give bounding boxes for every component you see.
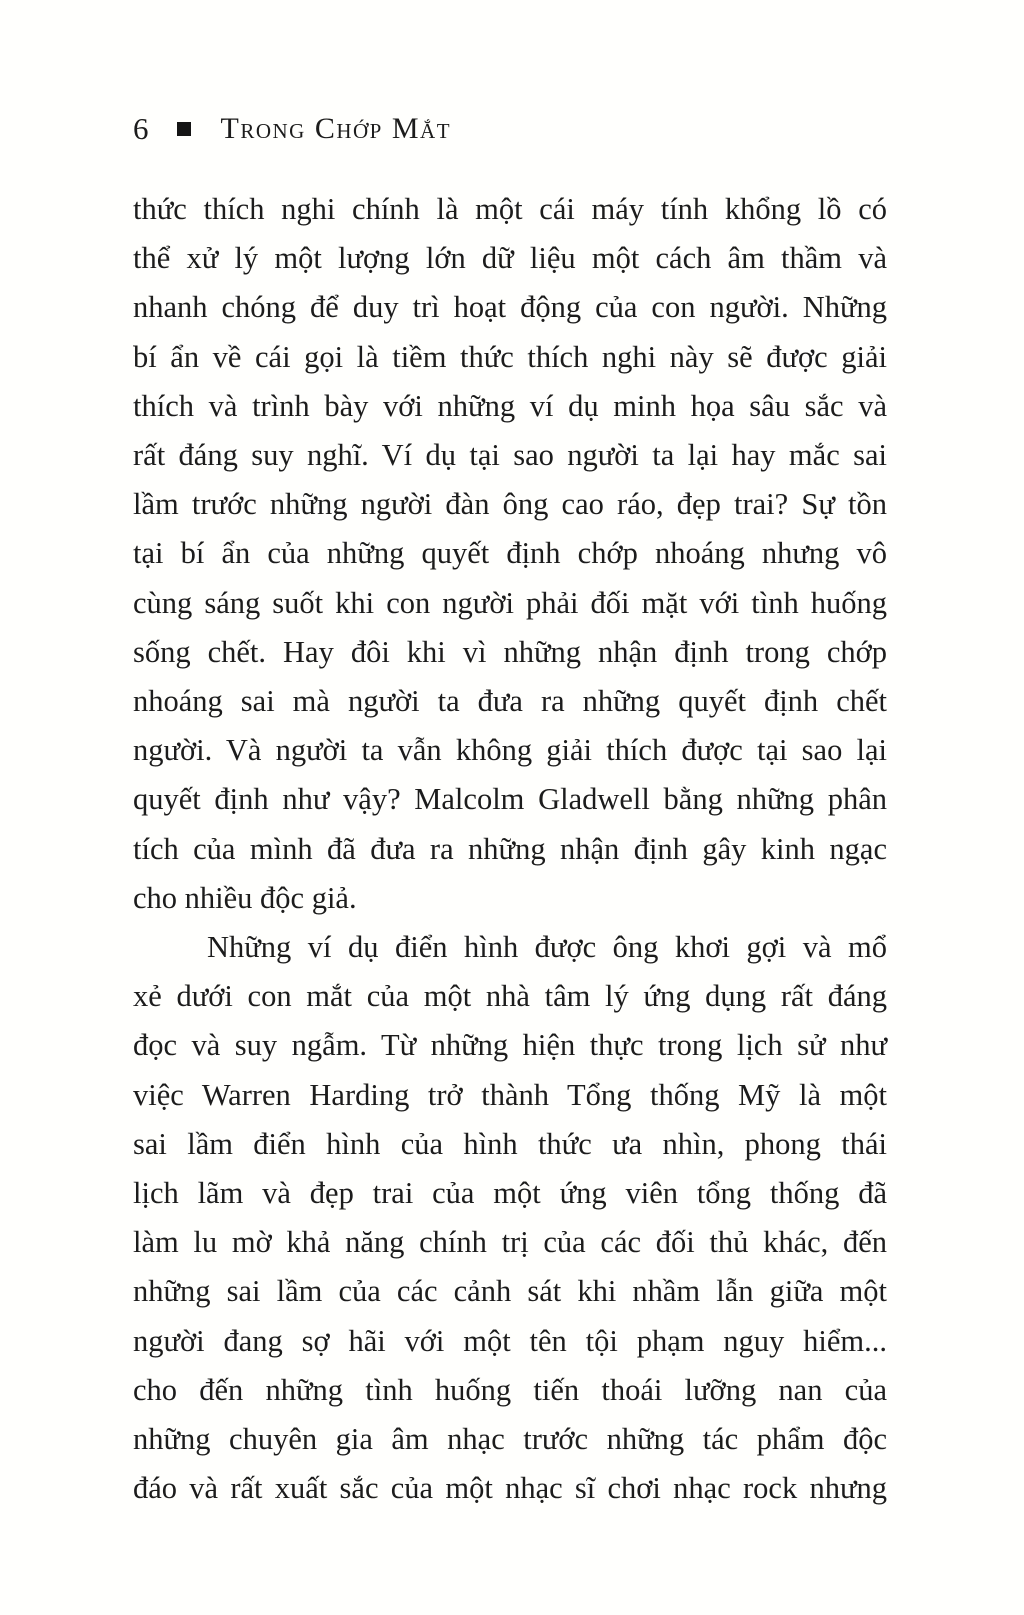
- text-line: cùng sáng suốt khi con người phải đối mặt với tình huống: [133, 585, 887, 620]
- text-line: tại bí ẩn của những quyết định chớp nhoáng nhưng vô: [133, 536, 887, 571]
- text-line: nhanh chóng để duy trì hoạt động của con người. Những: [133, 290, 887, 325]
- text-line: sai lầm điển hình của hình thức ưa nhìn, phong thái: [133, 1126, 887, 1161]
- text-line: quyết định như vậy? Malcolm Gladwell bằng những phân: [133, 782, 887, 817]
- text-block: [133, 185, 887, 1513]
- text-line: tích của mình đã đưa ra những nhận định gây kinh ngạc: [133, 831, 887, 866]
- text-line: lầm trước những người đàn ông cao ráo, đẹp trai? Sự tồn: [133, 487, 887, 522]
- text-line: người. Và người ta vẫn không giải thích được tại sao lại: [133, 733, 887, 768]
- square-bullet-icon: [177, 122, 191, 136]
- text-line: người đang sợ hãi với một tên tội phạm nguy hiểm...: [133, 1323, 887, 1358]
- text-line: đáo và rất xuất sắc của một nhạc sĩ chơi nhạc rock nhưng: [133, 1471, 887, 1506]
- running-header: [133, 112, 887, 146]
- text-line: sống chết. Hay đôi khi vì những nhận định trong chớp: [133, 634, 887, 669]
- text-line: đọc và suy ngẫm. Từ những hiện thực trong lịch sử như: [133, 1028, 887, 1063]
- text-line: cho nhiều độc giả.: [133, 880, 357, 915]
- paragraph: [133, 185, 887, 923]
- text-line: xẻ dưới con mắt của một nhà tâm lý ứng dụng rất đáng: [133, 979, 887, 1014]
- text-line: những chuyên gia âm nhạc trước những tác phẩm độc: [133, 1422, 887, 1457]
- text-line: bí ẩn về cái gọi là tiềm thức thích nghi này sẽ được giải: [133, 339, 887, 374]
- text-line: thức thích nghi chính là một cái máy tính khổng lồ có: [133, 192, 887, 226]
- text-line: những sai lầm của các cảnh sát khi nhầm lẫn giữa một: [133, 1274, 887, 1309]
- text-line: thể xử lý một lượng lớn dữ liệu một cách âm thầm và: [133, 241, 887, 276]
- text-line: nhoáng sai mà người ta đưa ra những quyết định chết: [133, 684, 887, 719]
- text-line: việc Warren Harding trở thành Tổng thống Mỹ là một: [133, 1077, 887, 1112]
- text-line: lịch lãm và đẹp trai của một ứng viên tổng thống đã: [133, 1176, 887, 1211]
- text-line: Những ví dụ điển hình được ông khơi gợi và mổ: [207, 930, 887, 965]
- page-number: 6: [133, 111, 149, 146]
- paragraph: [133, 923, 887, 1513]
- text-line: rất đáng suy nghĩ. Ví dụ tại sao người ta lại hay mắc sai: [133, 438, 887, 473]
- text-line: cho đến những tình huống tiến thoái lưỡng nan của: [133, 1372, 887, 1407]
- running-title: Trong Chớp Mắt: [220, 112, 452, 145]
- text-line: thích và trình bày với những ví dụ minh họa sâu sắc và: [133, 388, 887, 423]
- text-line: làm lu mờ khả năng chính trị của các đối thủ khác, đến: [133, 1225, 887, 1260]
